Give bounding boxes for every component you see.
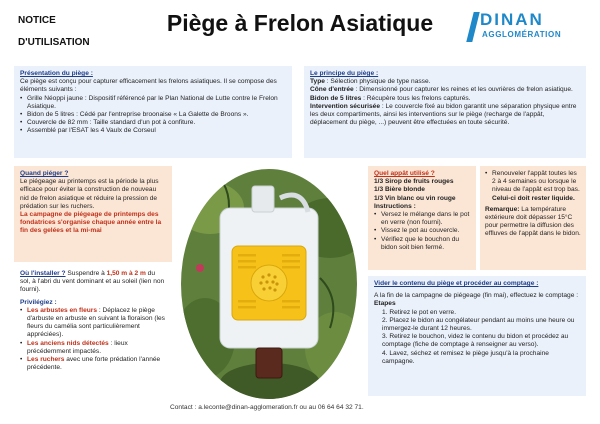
installer-title: Où l'installer ? [20, 270, 66, 277]
presentation-title: Présentation du piège : [20, 70, 93, 77]
remarque-block [485, 206, 581, 239]
presentation-item: • Bidon de 5 litres : Cédé par l'entreprise broonaise « La Galette de Broons ». [20, 111, 286, 119]
vider-intro: A la fin de la campagne de piégeage (fin mai), effectuez le comptage : [374, 292, 579, 300]
principe-bidon [310, 95, 580, 103]
notice-heading [18, 10, 90, 54]
principe-type [310, 78, 580, 86]
instruction-item: • Vérifiez que le bouchon du bidon soit bien fermé. [374, 236, 470, 252]
cone-text: : Dimensionné pour capturer les reines et les ouvrières de frelon asiatique. [353, 86, 573, 94]
appat-panel [368, 166, 476, 270]
vider-panel [368, 276, 586, 396]
logo-bottom-text: AGGLOMÉRATION [482, 30, 562, 39]
privilegiez-bold: Les ruchers [27, 356, 65, 364]
contact-line: Contact : a.leconte@dinan-agglomeration.fr ou au 06 64 64 32 71. [170, 404, 364, 411]
vider-step: 2. Placez le bidon au congélateur pendant au moins une heure ou immergez-le durant 12 heures. [382, 316, 575, 333]
etapes-label: Etapes [374, 300, 396, 308]
privilegiez-item [20, 307, 166, 340]
privilegiez-text: : Déplacez le piège d'arbuste en arbuste en suivant la floraison (les fleurs du camélia sont particulièrement appréciées). [27, 306, 165, 339]
remarque-text: La température extérieure doit dépasser 15°C pour permettre la diffusion des effluves de l'appât dans le bidon. [485, 205, 581, 238]
quand-campaign-text: La campagne de piégeage de printemps des fondatrices s'organise chaque année entre la fin des gelées et la mi-mai [20, 211, 162, 235]
logo-text [480, 10, 561, 40]
quand-panel [14, 166, 172, 262]
presentation-panel [14, 66, 292, 158]
quand-title: Quand piéger ? [20, 170, 69, 177]
principe-cone [310, 86, 580, 94]
presentation-list [20, 95, 286, 136]
cone-label: Cône d'entrée [310, 86, 354, 94]
logo-mark-icon [466, 12, 479, 42]
vider-title: Vider le contenu du piège et procéder au comptage : [374, 280, 539, 287]
renouvellement-bold: Celui-ci doit rester liquide. [492, 194, 575, 202]
intervention-text: : Le couvercle fixé au bidon garantit une séparation physique entre les deux compartiments, ainsi les interventions sur le piège (recharge de l'appât, déplacement du piège, ...) peuvent être effectuées en toute sécurité. [310, 102, 577, 127]
installer-text-a: Suspendre à [65, 270, 107, 277]
privilegiez-item [20, 340, 166, 356]
instructions-list [374, 211, 470, 252]
presentation-item: • Grille Néoppi jaune : Dispositif référencé par le Plan National de Lutte contre le Frelon Asiatique. [20, 95, 286, 111]
notice-label: NOTICE [18, 15, 56, 26]
ingredient-item: 1/3 Vin blanc ou vin rouge [374, 194, 456, 202]
renouvellement-item [485, 170, 581, 203]
vider-step: 4. Lavez, séchez et remisez le piège jusqu'à la prochaine campagne. [382, 349, 549, 365]
installer-text-b: du sol, à l'abri du vent dominant et au soleil (lien non fourni). [20, 270, 165, 294]
ingredient-item: 1/3 Bière blonde [374, 186, 425, 194]
vider-step: 1. Retirez le pot en verre. [382, 308, 457, 316]
installer-panel [14, 268, 172, 396]
instruction-item: • Vissez le pot au couvercle. [374, 227, 470, 235]
renouvellement-panel [480, 166, 586, 270]
presentation-item: • Assemblé par l'ESAT les 4 Vaulx de Corseul [20, 127, 286, 135]
privilegiez-item [20, 356, 166, 372]
vider-step: 3. Retirez le bouchon, videz le contenu du bidon et procédez au comptage (fiche de comptage à renseigner au verso). [382, 333, 569, 349]
installer-intro [20, 270, 166, 295]
privilegiez-text: : lieux précédemment impactés. [27, 339, 128, 355]
privilegiez-list [20, 307, 166, 373]
renouvellement-text: Renouveler l'appât toutes les 2 à 4 semaines ou lorsque le niveau de l'appât est trop bas. [492, 170, 580, 194]
privilegiez-title: Privilégiez : [20, 298, 57, 306]
quand-text: Le piégeage au printemps est la période la plus efficace pour éviter la construction de nouveau nid de frelon asiatique et réduire la pression de prédation sur les ruchers. [20, 178, 159, 210]
principe-title: Le principe du piège : [310, 70, 379, 77]
trap-illustration [180, 168, 358, 400]
renouvellement-list [485, 170, 581, 203]
privilegiez-bold: Les arbustes en fleurs [27, 306, 97, 314]
privilegiez-bold: Les anciens nids détectés [27, 339, 109, 347]
instruction-item: • Versez le mélange dans le pot en verre (non fourni). [374, 211, 470, 227]
dinan-logo [470, 10, 585, 50]
bidon-label: Bidon de 5 litres [310, 94, 362, 102]
type-label: Type [310, 78, 325, 86]
ingredient-item: 1/3 Sirop de fruits rouges [374, 178, 454, 186]
trap-photo [180, 168, 358, 400]
privilegiez-text: avec une forte prédation l'année précédente. [27, 356, 161, 372]
installer-height: 1,50 m à 2 m [106, 270, 146, 277]
intervention-label: Intervention sécurisée [310, 102, 380, 110]
principe-intervention [310, 103, 580, 128]
instructions-label: Instructions : [374, 202, 416, 210]
presentation-intro: Ce piège est conçu pour capturer efficacement les frelons asiatiques. Il se compose des éléments suivants : [20, 78, 277, 94]
logo-top-text: DINAN [480, 10, 544, 29]
presentation-item: • Couvercle de 82 mm : Taille standard d'un pot à confiture. [20, 119, 286, 127]
usage-label: D'UTILISATION [18, 37, 90, 48]
principe-panel [304, 66, 586, 158]
type-text: : Sélection physique de type nasse. [324, 78, 431, 86]
page-title: Piège à Frelon Asiatique [166, 10, 434, 36]
remarque-label: Remarque: [485, 205, 520, 213]
bidon-text: : Récupère tous les frelons capturés. [361, 94, 471, 102]
appat-title: Quel appât utilisé ? [374, 170, 435, 177]
